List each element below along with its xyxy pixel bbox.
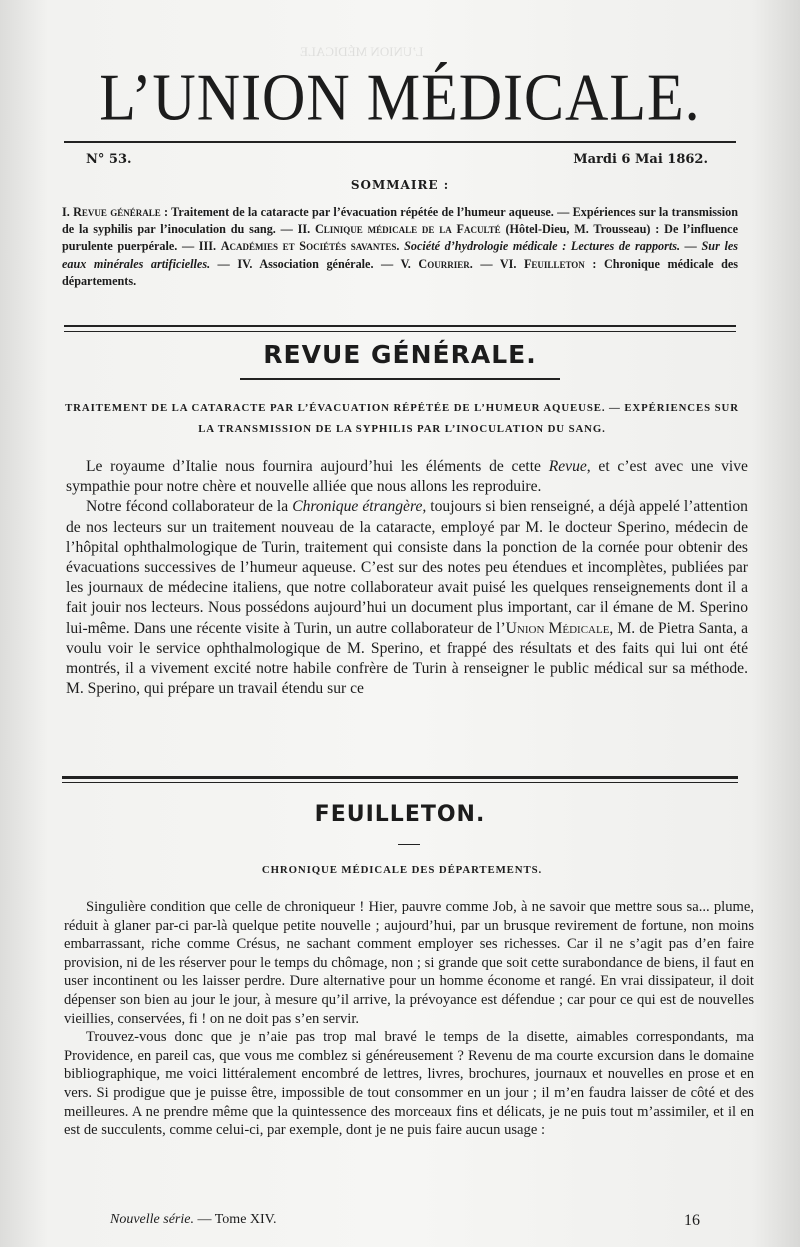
sommaire-label: Académies et Sociétés savantes. [220,239,400,254]
sommaire-num: III. [198,239,221,254]
sommaire-label: Revue générale [73,205,161,219]
issue-date: Mardi 6 Mai 1862. [573,152,708,167]
series-name: Nouvelle série. [110,1212,194,1227]
sommaire-label: Courrier. [418,256,473,271]
sommaire-society: Société d’hydrologie médicale : Lectures de rapports. — Sur les eaux minérales artificielles. — [62,239,738,271]
issue-number: N° 53. [86,152,132,167]
text-run: toujours si bien renseigné, a déjà appelé l’attention de nos lecteurs sur un traitement nouveau de la cataracte, employé par M. le docteur Sperino, médecin de l’hôpital ophthalmologique de Turin, traitement qui consiste dans la ponction de la cornée pour obtenir des évacuations successives de l’humeur aqueuse. C’est sur des notes peu étendues et incomplètes, publiées par les journaux de médecine italiens, que notre collaborateur avait puisé les quelques renseignements dont il a fait jouir nos lecteurs. Nous possédons aujourd’hui un document plus important, car il émane de M. Sperino lui-même. Dans une récente visite à Turin, un autre collaborateur de l’ [66,498,748,637]
revue-subtitle: TRAITEMENT DE LA CATARACTE PAR L’ÉVACUATION RÉPÉTÉE DE L’HUMEUR AQUEUSE. — EXPÉRIENCES SUR LA TRANSMISSION DE LA SYPHILIS PAR L’INOCULATION DU SANG. [65,402,739,435]
sommaire-label: Clinique médicale de la Faculté [314,222,501,237]
feuilleton-separator [62,776,738,779]
revue-article [66,457,748,699]
tome-label: — Tome XIV. [193,1212,277,1227]
text-smallcaps: Union Médicale [505,619,610,637]
revue-title: REVUE GÉNÉRALE. [263,340,537,369]
feuilleton-paragraph-2: Trouvez-vous donc que je n’aie pas trop mal bravé le temps de la disette, aimables correspondants, ma Providence, en pareil cas, que vous me comblez si généreusement ? Revenu de ma courte excursion dans le domaine bibliographique, me voici littéralement encombré de lettres, livres, brochures, journaux et nouvelles en prose et en vers. Si prodigue que je puisse être, impossible de tout consommer en un jour ; il m’en faudra laisser de côté et des meilleures. A ne prendre même que la quintessence des morceaux fins et délicats, je ne puis tout m’assimiler, et il en est de succulents, comme celui-ci, par exemple, dont je ne puis faire aucun usage : [64,1029,754,1139]
sommaire-title: SOMMAIRE : [350,178,450,192]
sommaire-item-5 [401,257,500,271]
revue-title-rule [240,378,560,380]
sommaire-label: Feuilleton [523,256,585,271]
text-run: Notre fécond collaborateur de la [86,498,293,516]
feuilleton-subtitle: CHRONIQUE MÉDICALE DES DÉPARTEMENTS. [261,864,543,876]
feuilleton-article [64,898,754,1140]
sommaire-num: I. [62,205,74,219]
feuilleton-title: FEUILLETON. [314,802,486,827]
sommaire-text: (Hôtel-Dieu, M. Trousseau) : De l’influence purulente puerpérale. — [62,222,738,254]
revue-paragraph-2 [66,497,748,699]
footer-series [110,1212,277,1228]
sommaire-list [62,204,738,290]
sommaire-item-4 [237,257,400,271]
section-rule [64,325,736,327]
sommaire-text: : Traitement de la cataracte par l’évacuation répétée de l’humeur aqueuse. — Expériences sur la transmission de la syphilis par l’inoculation du sang. — [62,205,738,237]
sommaire-item-3 [199,239,404,253]
sommaire-text: Association générale. — [259,256,401,271]
text-run: , M. de Pietra Santa, a voulu voir le service ophthalmologique de M. Sperino, et frappé des résultats et des faits qui lui ont été montrés, il a vivement excité notre habile confrère de Turin à renseigner le public médical sur sa méthode. M. Sperino, qui prépare un travail étendu sur ce [66,619,748,698]
text-italic: Revue [548,458,587,475]
sommaire-num: VI. [499,256,524,271]
masthead-title: L’UNION MÉDICALE. [99,60,701,134]
sommaire-num: V. [400,256,419,271]
text-italic: Chronique étrangère, [292,498,427,516]
sommaire-text: — [472,256,500,271]
text-run: Le royaume d’Italie nous fournira aujourd’hui les éléments de cette [86,458,549,475]
sommaire-num: II. [297,222,315,237]
sommaire-num: IV. [237,256,260,271]
feuilleton-paragraph-1: Singulière condition que celle de chroniqueur ! Hier, pauvre comme Job, à ne savoir que mettre sous sa... plume, réduit à glaner par-ci par-là quelque petite nouvelle ; aujourd’hui, par un brusque revirement de fortune, non moins embarrassant, riche comme Crésus, ne sachant comment employer ses richesses. Car il ne s’agit pas d’en faire provision, ni de les réserver pour le temps du chômage, non ; si grande que soit cette surabondance de biens, il faut en user incontinent ou les laisser perdre. Dure alternative pour un homme économe et rangé. En vrai dissipateur, il doit dépenser son bien au jour le jour, à mesure qu’il arrive, la prévoyance est défendue ; car pour ce qui est de nouvelles vieillies, conservées, fi ! on ne doit pas s’en servir. [64,899,754,1027]
text-run: , et c’est avec une vive sympathie pour notre chère et nouvelle alliée que nous allons les reproduire. [66,458,748,496]
feuilleton-title-rule [398,844,420,845]
feuilleton-separator-thin [62,782,738,783]
sommaire-text: : Chronique médicale des départements. [62,256,738,288]
page-number: 16 [684,1212,700,1229]
section-rule-thin [64,331,736,332]
masthead-rule [64,141,736,143]
revue-paragraph-1 [66,457,748,497]
bleed-through-text: L’UNION MÉDICALE [300,44,424,59]
